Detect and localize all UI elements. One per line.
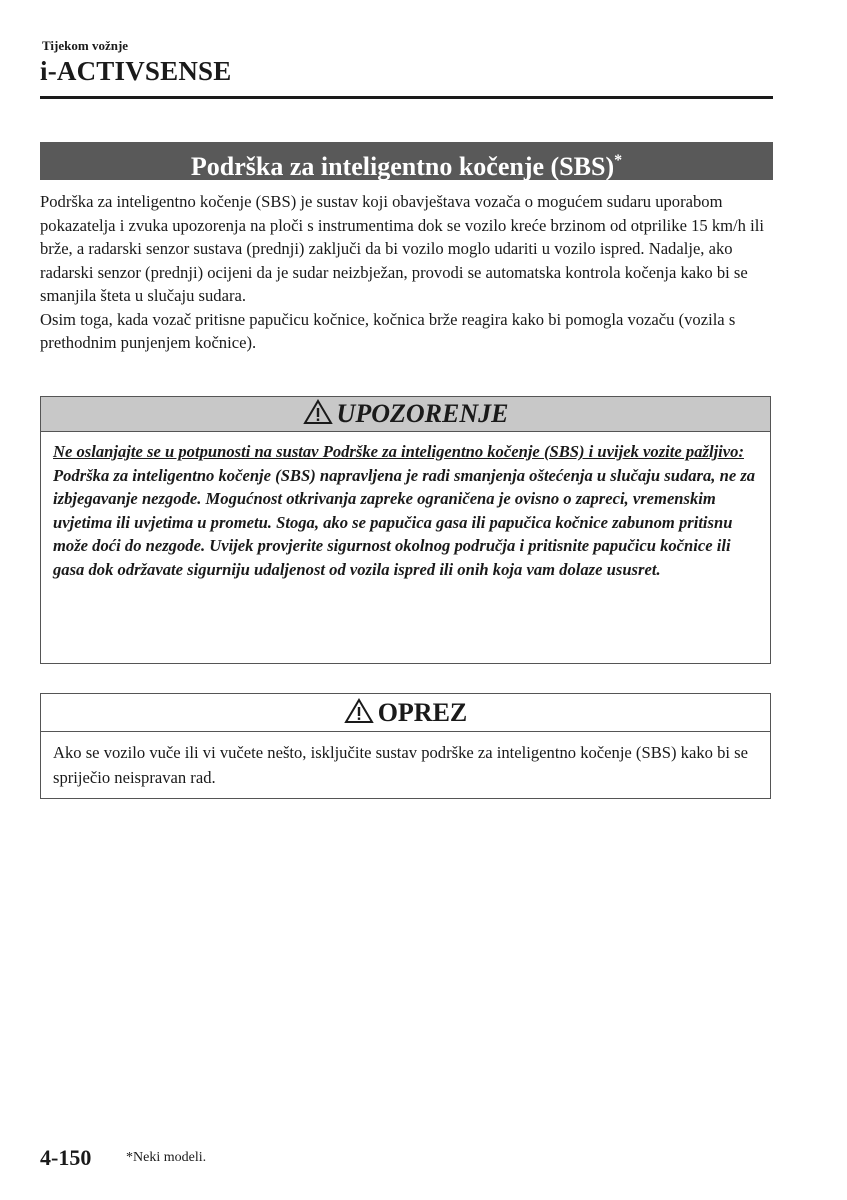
warning-box [40,396,771,664]
breadcrumb: Tijekom vožnje [42,38,129,53]
caution-text: Ako se vozilo vuče ili vi vučete nešto, isključite sustav podrške za inteligentno kočenje (SBS) kako bi se spriječio neispravan rad. [53,743,748,787]
page-heading-title: Podrška za inteligentno kočenje (SBS) [190,152,615,181]
caution-box [40,693,771,799]
warning-header [41,397,770,432]
intro-paragraph: Osim toga, kada vozač pritisne papučicu kočnice, kočnica brže reagira kako bi pomogla vozaču (vozila s prethodnim punjenjem kočnice). [40,309,736,352]
footnote: *Neki modeli. [126,1150,207,1165]
warning-lead: Ne oslanjajte se u potpunosti na sustav Podrške za inteligentno kočenje (SBS) i uvijek vozite pažljivo: [53,442,744,461]
caution-header [41,694,770,732]
caution-body [41,732,770,790]
warning-triangle-icon [303,399,333,434]
page-heading [40,142,773,180]
section-title: i-ACTIVSENSE [40,56,232,86]
caution-triangle-icon [344,697,374,734]
header-rule [40,96,773,99]
caution-title: OPREZ [377,698,468,727]
warning-text: Podrška za inteligentno kočenje (SBS) napravljena je radi smanjenja oštećenja u slučaju sudara, ne za izbjegavanje nezgode. Mogućnost otkrivanja zapreke ograničena je ovisno o zapreci, vremenskim uvjetima ili uvjetima u prometu. Stoga, ako se papučica gasa ili papučica kočnice zabunom pritisnu može doći do nezgode. Uvijek provjerite sigurnost okolnog područja i pritisnite papučicu kočnice ili gasa dok održavate sigurniju udaljenost od vozila ispred ili onih koja vam dolaze ususret. [53,465,756,579]
warning-body [41,432,770,581]
page-number: 4-150 [40,1145,92,1170]
model-marker: * [614,152,623,169]
intro-text [40,190,770,355]
warning-title: UPOZORENJE [336,399,509,428]
intro-paragraph: Podrška za inteligentno kočenje (SBS) je sustav koji obavještava vozača o mogućem sudaru uporabom pokazatelja i zvuka upozorenja na ploči s instrumentima dok se vozilo kreće brzinom od otprilike 15 km/h ili brže, a radarski senzor sustava (prednji) zaključi da bi vozilo moglo udariti u vozilo ispred. Nadalje, ako radarski senzor (prednji) ocijeni da je sudar neizbježan, provodi se automatska kontrola kočenja kako bi se smanjila šteta u slučaju sudara. [40,192,764,305]
